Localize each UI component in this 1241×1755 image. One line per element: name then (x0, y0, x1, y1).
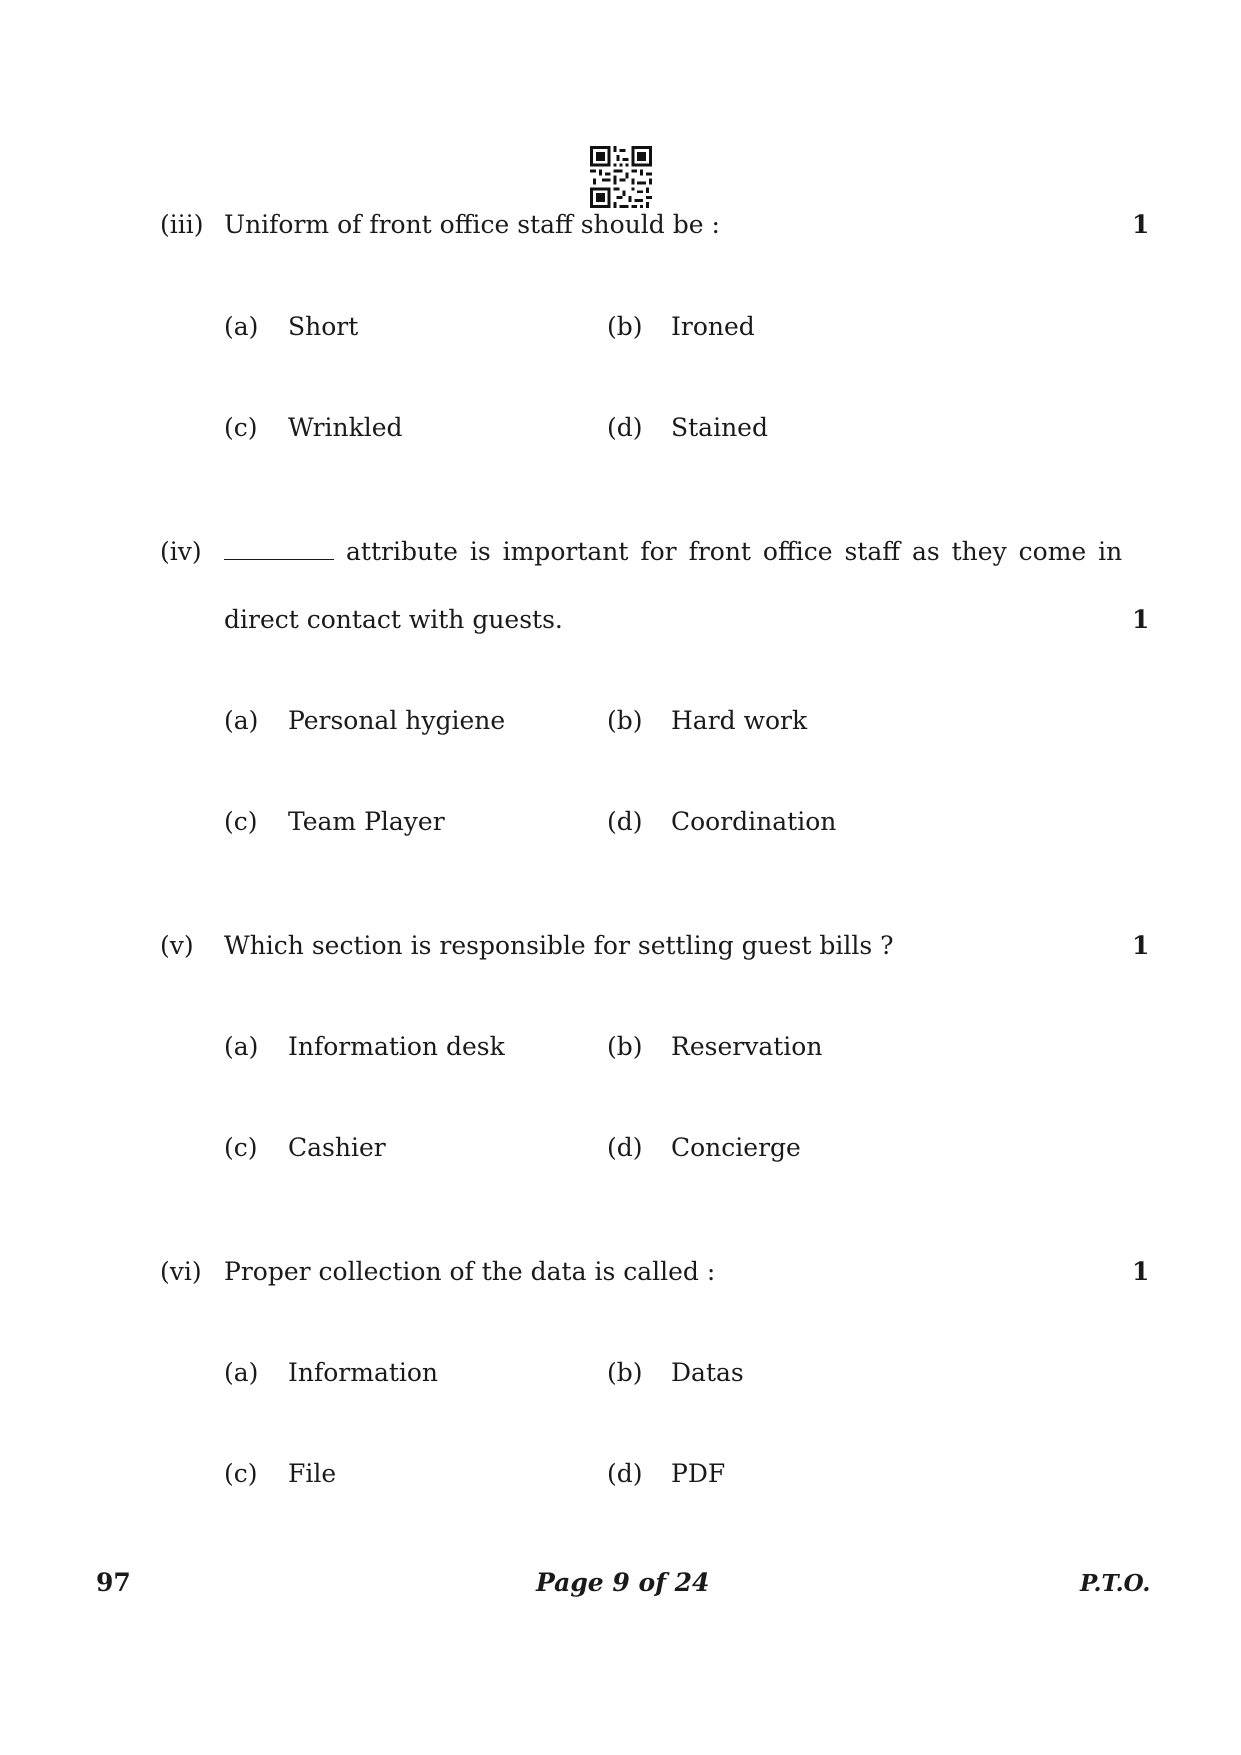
qr-code-icon (590, 146, 652, 208)
option-label: (a) (224, 1032, 259, 1061)
pto-label: P.T.O. (1080, 1570, 1151, 1597)
option-label: (d) (607, 413, 643, 442)
option-label: (c) (224, 807, 258, 836)
question-number: (iii) (160, 210, 204, 239)
question-marks: 1 (1132, 210, 1150, 239)
option-text: Stained (671, 413, 768, 442)
option-label: (c) (224, 1459, 258, 1488)
option-text: Team Player (288, 807, 445, 836)
option-text: Ironed (671, 312, 755, 341)
option-label: (b) (607, 1032, 643, 1061)
question-text-line (224, 537, 1122, 566)
question-text: Proper collection of the data is called : (224, 1257, 716, 1286)
option-label: (a) (224, 1358, 259, 1387)
option-text: Cashier (288, 1133, 386, 1162)
option-text: Datas (671, 1358, 744, 1387)
paper-code: 97 (96, 1568, 131, 1597)
question-marks: 1 (1132, 605, 1150, 634)
option-text: File (288, 1459, 337, 1488)
question-text: Uniform of front office staff should be : (224, 210, 720, 239)
question-text: Which section is responsible for settling guest bills ? (224, 931, 894, 960)
option-text: Short (288, 312, 359, 341)
page-number: Page 9 of 24 (536, 1568, 710, 1597)
question-text-fragment: attribute is important for front office staff as they come in (346, 537, 1123, 566)
option-label: (a) (224, 706, 259, 735)
question-text-line: direct contact with guests. (224, 605, 563, 634)
fill-in-blank (224, 541, 334, 560)
question-number: (v) (160, 931, 194, 960)
option-text: Coordination (671, 807, 837, 836)
option-label: (b) (607, 706, 643, 735)
option-label: (d) (607, 1459, 643, 1488)
question-number: (vi) (160, 1257, 202, 1286)
option-label: (c) (224, 1133, 258, 1162)
option-label: (b) (607, 1358, 643, 1387)
option-text: Information (288, 1358, 439, 1387)
option-label: (d) (607, 1133, 643, 1162)
option-text: Wrinkled (288, 413, 403, 442)
option-text: Personal hygiene (288, 706, 506, 735)
question-marks: 1 (1132, 931, 1150, 960)
option-label: (b) (607, 312, 643, 341)
question-marks: 1 (1132, 1257, 1150, 1286)
option-text: Hard work (671, 706, 808, 735)
option-label: (d) (607, 807, 643, 836)
option-text: PDF (671, 1459, 726, 1488)
option-text: Information desk (288, 1032, 505, 1061)
option-text: Reservation (671, 1032, 823, 1061)
option-text: Concierge (671, 1133, 801, 1162)
option-label: (c) (224, 413, 258, 442)
question-number: (iv) (160, 537, 202, 566)
option-label: (a) (224, 312, 259, 341)
